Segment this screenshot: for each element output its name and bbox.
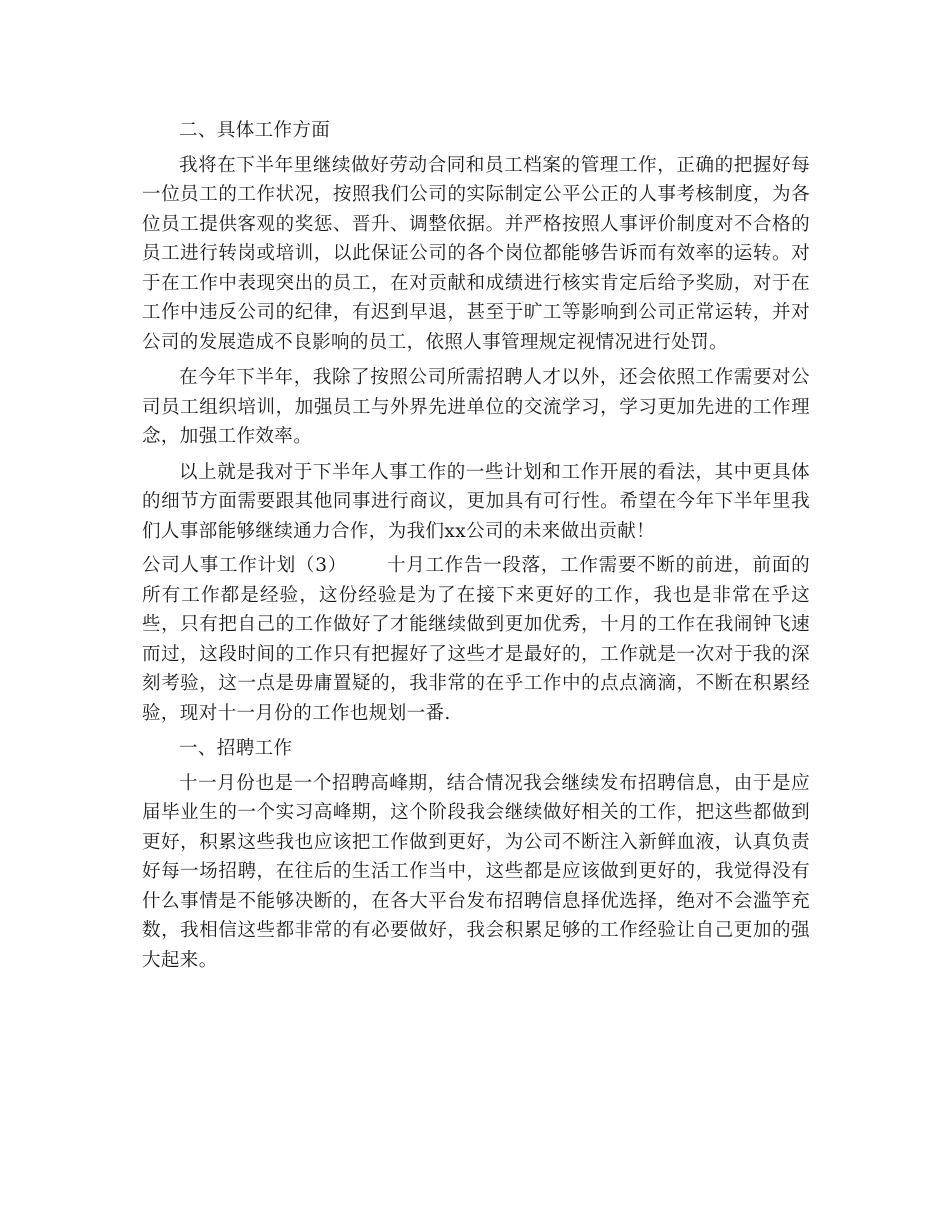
paragraph-plan-3: [142, 551, 810, 728]
paragraph-training: 在今年下半年，我除了按照公司所需招聘人才以外，还会依照工作需要对公司员工组织培训，加强员工与外界先进单位的交流学习，学习更加先进的工作理念，加强工作效率。: [142, 367, 810, 447]
document-body: [142, 116, 810, 975]
section-title-plan-3: 公司人事工作计划（3）: [142, 555, 347, 576]
section-heading-recruitment: 一、招聘工作: [179, 738, 293, 759]
paragraph-october-summary: 十月工作告一段落，工作需要不断的前进，前面的所有工作都是经验，这份经验是为了在接下来更好的工作，我也是非常在乎这些，只有把自己的工作做好了才能继续做到更加优秀，十月的工作在我闹钟飞速而过，这段时间的工作只有把握好了这些才是最好的，工作就是一次对于我的深刻考验，这一点是毋庸置疑的，我非常的在乎工作中的点点滴滴，不断在积累经验，现对十一月份的工作也规划一番.: [142, 555, 810, 724]
paragraph-recruitment: 十一月份也是一个招聘高峰期，结合情况我会继续发布招聘信息，由于是应届毕业生的一个实习高峰期，这个阶段我会继续做好相关的工作，把这些都做到更好，积累这些我也应该把工作做到更好，为公司不断注入新鲜血液，认真负责好每一场招聘，在往后的生活工作当中，这些都是应该做到更好的，我觉得没有什么事情是不能够决断的，在各大平台发布招聘信息择优选择，绝对不会滥竽充数，我相信这些都非常的有必要做好，我会积累足够的工作经验让自己更加的强大起来。: [142, 772, 810, 971]
section-heading-specific-work: 二、具体工作方面: [179, 120, 331, 141]
paragraph-conclusion: 以上就是我对于下半年人事工作的一些计划和工作开展的看法，其中更具体的细节方面需要跟其他同事进行商议，更加具有可行性。希望在今年下半年里我们人事部能够继续通力合作，为我们xx公司的未来做出贡献！: [142, 461, 810, 542]
paragraph-contract-management: 我将在下半年里继续做好劳动合同和员工档案的管理工作，正确的把握好每一位员工的工作状况，按照我们公司的实际制定公平公正的人事考核制度，为各位员工提供客观的奖惩、晋升、调整依据。并严格按照人事评价制度对不合格的员工进行转岗或培训，以此保证公司的各个岗位都能够告诉而有效率的运转。对于在工作中表现突出的员工，在对贡献和成绩进行核实肯定后给予奖励，对于在工作中违反公司的纪律，有迟到早退，甚至于旷工等影响到公司正常运转，并对公司的发展造成不良影响的员工，依照人事管理规定视情况进行处罚。: [142, 154, 810, 353]
